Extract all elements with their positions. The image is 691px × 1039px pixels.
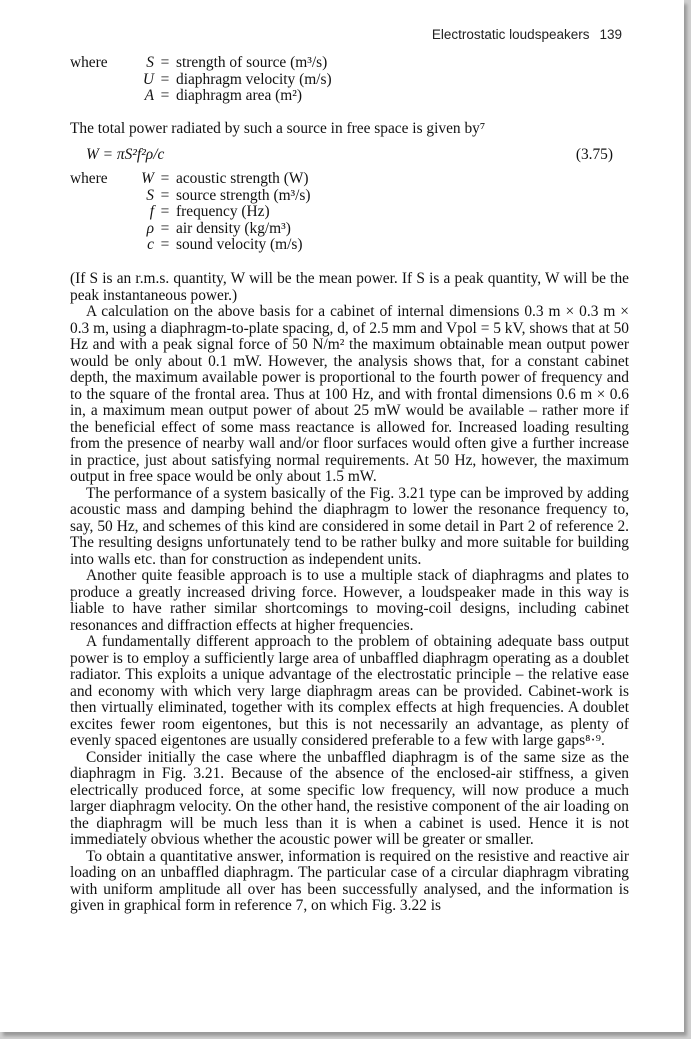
running-title: Electrostatic loudspeakers <box>431 27 590 42</box>
equation-line <box>86 147 613 164</box>
paragraph: Another quite feasible approach is to use a multiple stack of diaphragms and plates to produce a greatly increased driving force. However, a loudspeaker made in this way is liable to have rather similar shortcomings to moving-coil designs, including cabinet resonances and diffraction effects at higher frequencies. <box>70 567 629 634</box>
definition-row: ρ = air density (kg/m³) <box>146 219 291 237</box>
running-header <box>432 27 622 42</box>
paragraph: The performance of a system basically of the Fig. 3.21 type can be improved by adding acoustic mass and damping behind the diaphragm to lower the resonance frequency to, say, 50 Hz, and schemes of this kind are considered in some detail in Part 2 of reference 2. The resulting designs unfortunately tend to be rather bulky and more suitable for building into walls etc. than for construction as independent units. <box>70 484 629 568</box>
equation-number: (3.75) <box>575 146 613 163</box>
definition-row: U = diaphragm velocity (m/s) <box>142 70 332 88</box>
definition-row: where S = strength of source (m³/s) <box>70 54 328 71</box>
definition-row: A = diaphragm area (m²) <box>144 87 302 104</box>
definition-list-1 <box>70 55 332 105</box>
body-text <box>70 271 629 915</box>
definition-row: c = sound velocity (m/s) <box>147 236 303 253</box>
paragraph: To obtain a quantitative answer, information is required on the resistive and reactive air loading on an unbaffled diaphragm. The particular case of a circular diaphragm vibrating with uniform amplitude all over has been successfully analysed, and the information is given in graphical form in reference 7, on which Fig. 3.22 is <box>70 847 629 914</box>
paragraph: (If S is an r.m.s. quantity, W will be the mean power. If S is a peak quantity, W will be the peak instantaneous power.) <box>70 270 629 304</box>
intro-sentence: The total power radiated by such a source in free space is given by⁷ <box>70 120 486 137</box>
definition-row: S = source strength (m³/s) <box>146 186 311 204</box>
page-number: 139 <box>599 27 622 42</box>
equation-formula: W = πS²f²ρ/c <box>86 146 165 163</box>
paragraph: A fundamentally different approach to the problem of obtaining adequate bass output power is to employ a sufficiently large area of unbaffled diaphragm operating as a doublet radiator. This exploits a unique advantage of the electrostatic principle – the relative ease and economy with which very large diaphragm areas can be provided. Cabinet-work is then virtually eliminated, together with its complex effects at high frequencies. A doublet excites fewer room eigentones, but this is not necessarily an advantage, as plenty of evenly spaced eigentones are usually considered preferable to a few with large gaps⁸·⁹. <box>70 633 629 749</box>
definition-row: where W = acoustic strength (W) <box>70 170 309 187</box>
paragraph: Consider initially the case where the unbaffled diaphragm is of the same size as the diaphragm in Fig. 3.21. Because of the absence of the enclosed-air stiffness, a given electrically produced force, at some specific low frequency, will now produce a much larger diaphragm velocity. On the other hand, the resistive component of the air loading on the diaphragm will be much less than it is when a cabinet is used. Hence it is not immediately obvious whether the acoustic power will be greater or smaller. <box>70 748 629 848</box>
definition-row: f = frequency (Hz) <box>149 203 270 220</box>
paragraph: A calculation on the above basis for a cabinet of internal dimensions 0.3 m × 0.3 m × 0.3 m, using a diaphragm-to-plate spacing, d, of 2.5 mm and Vpol = 5 kV, shows that at 50 Hz and with a peak signal force of 50 N/m² the maximum obtainable mean output power would be only about 0.1 mW. However, the analysis shows that, for a constant cabinet depth, the maximum available power is proportional to the fourth power of frequency and to the square of the frontal area. Thus at 100 Hz, and with frontal dimensions 0.6 m × 0.6 in, a maximum mean output power of about 25 mW would be available – rather more if the beneficial effect of some mass reactance is allowed for. Increased loading resulting from the presence of nearby wall and/or floor surfaces would often give a further increase in practice, just about satisfying normal requirements. At 50 Hz, however, the maximum output in free space would be only about 1.5 mW. <box>70 303 629 485</box>
definition-list-2 <box>70 171 311 254</box>
